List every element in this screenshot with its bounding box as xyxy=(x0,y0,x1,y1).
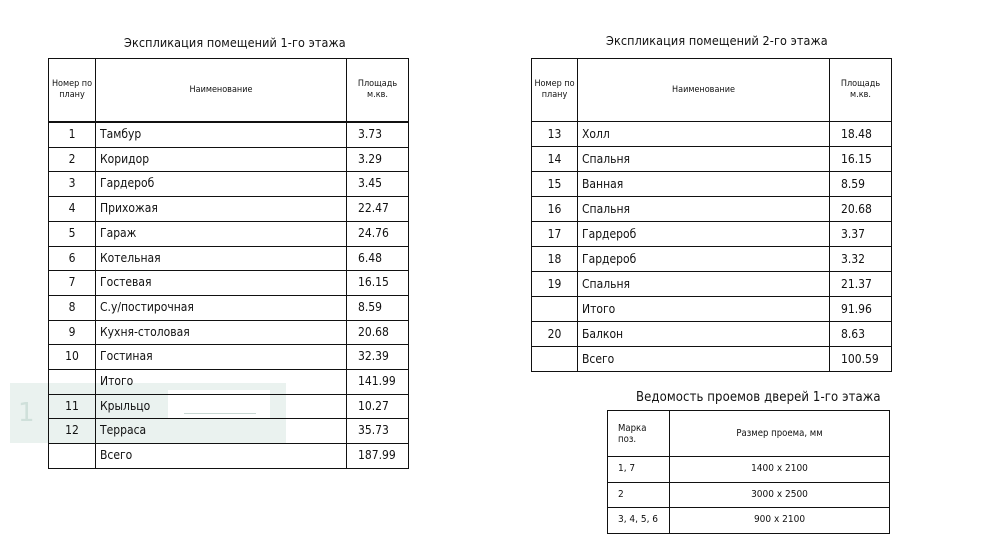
table-row xyxy=(49,419,409,444)
room-number-cell: 1 xyxy=(49,123,96,148)
header-room-name: Наименование xyxy=(96,59,347,122)
room-area-cell: 8.59 xyxy=(347,295,409,320)
table-row xyxy=(608,457,890,483)
room-number-cell: 17 xyxy=(532,222,578,247)
room-name-cell: Гостиная xyxy=(96,345,347,370)
door-mark-cell: 1, 7 xyxy=(608,457,670,483)
room-area-cell: 16.15 xyxy=(830,147,892,172)
table-row xyxy=(532,122,892,147)
door-mark-cell: 3, 4, 5, 6 xyxy=(608,508,670,534)
room-number-cell xyxy=(532,347,578,372)
room-area-cell: 35.73 xyxy=(347,419,409,444)
room-number-cell: 19 xyxy=(532,272,578,297)
room-name-cell: Гардероб xyxy=(96,172,347,197)
room-name-cell: Спальня xyxy=(578,147,830,172)
header-room-area: Площадь м.кв. xyxy=(347,59,409,122)
room-name-cell: Балкон xyxy=(578,322,830,347)
room-area-cell: 8.59 xyxy=(830,172,892,197)
room-number-cell: 8 xyxy=(49,295,96,320)
room-area-cell: 3.29 xyxy=(347,147,409,172)
room-name-cell: Прихожая xyxy=(96,197,347,222)
room-area-cell: 20.68 xyxy=(830,197,892,222)
room-number-cell: 18 xyxy=(532,247,578,272)
table-row xyxy=(532,222,892,247)
doors-schedule-table xyxy=(607,410,890,534)
room-number-cell xyxy=(49,370,96,395)
room-area-cell: 18.48 xyxy=(830,122,892,147)
room-number-cell: 5 xyxy=(49,221,96,246)
header-room-name: Наименование xyxy=(578,59,830,122)
floor2-explication-table xyxy=(531,58,892,372)
table-row xyxy=(49,197,409,222)
room-name-cell: Всего xyxy=(96,444,347,469)
floor2-table-title: Экспликация помещений 2-го этажа xyxy=(606,33,828,48)
room-number-cell: 11 xyxy=(49,394,96,419)
table-row xyxy=(532,147,892,172)
room-name-cell: Котельная xyxy=(96,246,347,271)
room-name-cell: Холл xyxy=(578,122,830,147)
header-opening-size: Размер проема, мм xyxy=(670,411,890,457)
table-row xyxy=(49,221,409,246)
watermark-logo-mark: 1 xyxy=(18,398,35,428)
table-row xyxy=(49,246,409,271)
room-area-cell: 22.47 xyxy=(347,197,409,222)
room-number-cell: 9 xyxy=(49,320,96,345)
door-mark-cell: 2 xyxy=(608,482,670,508)
room-number-cell: 10 xyxy=(49,345,96,370)
room-area-cell: 3.73 xyxy=(347,123,409,148)
room-area-cell: 8.63 xyxy=(830,322,892,347)
room-number-cell xyxy=(49,444,96,469)
room-area-cell: 21.37 xyxy=(830,272,892,297)
room-name-cell: Гостевая xyxy=(96,271,347,296)
table-row xyxy=(532,247,892,272)
room-name-cell: Спальня xyxy=(578,272,830,297)
opening-size-cell: 1400 x 2100 xyxy=(670,457,890,483)
table-row xyxy=(49,295,409,320)
table-row xyxy=(532,347,892,372)
table-row xyxy=(49,444,409,469)
table-row xyxy=(49,394,409,419)
header-room-number: Номер по плану xyxy=(49,59,96,122)
table-row xyxy=(608,508,890,534)
floor1-explication-table xyxy=(48,58,409,469)
table-row xyxy=(532,297,892,322)
room-name-cell: Кухня-столовая xyxy=(96,320,347,345)
room-area-cell: 91.96 xyxy=(830,297,892,322)
room-name-cell: Всего xyxy=(578,347,830,372)
room-name-cell: Гараж xyxy=(96,221,347,246)
room-area-cell: 141.99 xyxy=(347,370,409,395)
doors-table-title: Ведомость проемов дверей 1-го этажа xyxy=(636,390,881,405)
room-name-cell: Тамбур xyxy=(96,123,347,148)
room-area-cell: 20.68 xyxy=(347,320,409,345)
room-name-cell: Гардероб xyxy=(578,222,830,247)
table-row xyxy=(532,272,892,297)
room-number-cell: 7 xyxy=(49,271,96,296)
room-number-cell: 16 xyxy=(532,197,578,222)
room-name-cell: Гардероб xyxy=(578,247,830,272)
room-name-cell: Ванная xyxy=(578,172,830,197)
room-name-cell: Итого xyxy=(578,297,830,322)
room-number-cell: 6 xyxy=(49,246,96,271)
room-number-cell: 14 xyxy=(532,147,578,172)
room-number-cell xyxy=(532,297,578,322)
room-area-cell: 3.45 xyxy=(347,172,409,197)
table-row xyxy=(49,345,409,370)
room-number-cell: 20 xyxy=(532,322,578,347)
table-row xyxy=(608,482,890,508)
table-row xyxy=(49,271,409,296)
room-area-cell: 187.99 xyxy=(347,444,409,469)
room-number-cell: 13 xyxy=(532,122,578,147)
table-row xyxy=(532,322,892,347)
room-area-cell: 3.32 xyxy=(830,247,892,272)
table-row xyxy=(49,320,409,345)
room-number-cell: 3 xyxy=(49,172,96,197)
floor1-table-title: Экспликация помещений 1-го этажа xyxy=(124,35,346,50)
table-row xyxy=(532,172,892,197)
opening-size-cell: 900 x 2100 xyxy=(670,508,890,534)
room-number-cell: 15 xyxy=(532,172,578,197)
room-area-cell: 16.15 xyxy=(347,271,409,296)
room-area-cell: 24.76 xyxy=(347,221,409,246)
table-row xyxy=(49,172,409,197)
room-name-cell: Коридор xyxy=(96,147,347,172)
room-name-cell: Крыльцо xyxy=(96,394,347,419)
room-name-cell: Терраса xyxy=(96,419,347,444)
room-area-cell: 3.37 xyxy=(830,222,892,247)
table-row xyxy=(49,147,409,172)
header-room-number: Номер по плану xyxy=(532,59,578,122)
room-number-cell: 2 xyxy=(49,147,96,172)
room-name-cell: Спальня xyxy=(578,197,830,222)
room-area-cell: 6.48 xyxy=(347,246,409,271)
opening-size-cell: 3000 x 2500 xyxy=(670,482,890,508)
room-area-cell: 10.27 xyxy=(347,394,409,419)
table-row xyxy=(532,197,892,222)
room-number-cell: 12 xyxy=(49,419,96,444)
room-area-cell: 32.39 xyxy=(347,345,409,370)
room-name-cell: Итого xyxy=(96,370,347,395)
header-door-mark: Марка поз. xyxy=(608,411,670,457)
header-room-area: Площадь м.кв. xyxy=(830,59,892,122)
room-area-cell: 100.59 xyxy=(830,347,892,372)
room-number-cell: 4 xyxy=(49,197,96,222)
table-row xyxy=(49,123,409,148)
room-name-cell: С.у/постирочная xyxy=(96,295,347,320)
table-row xyxy=(49,370,409,395)
